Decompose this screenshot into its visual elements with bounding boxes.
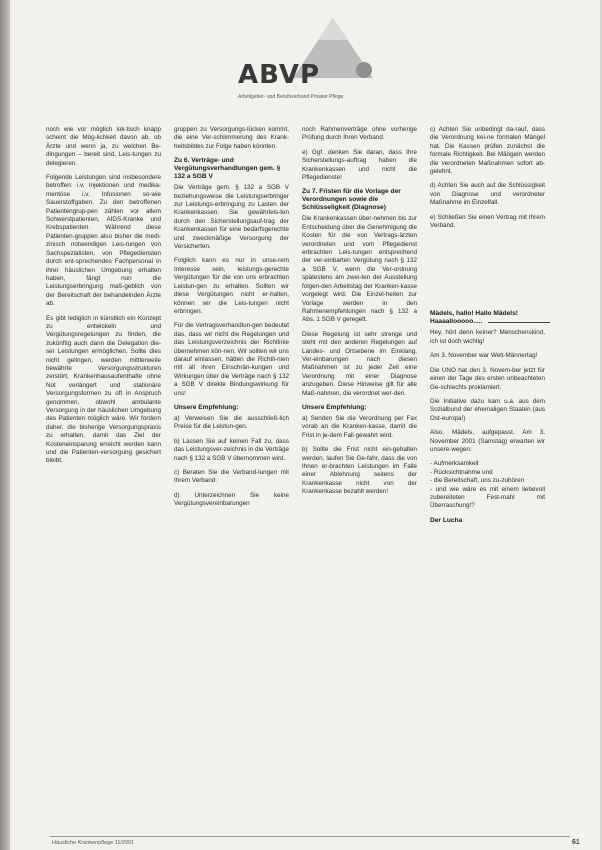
section-heading: Unsere Empfehlung: [302, 403, 367, 411]
paragraph: Für die Vertragsverhandlun-gen bedeutet das, dass wir nicht die Regelungen und das Leistungsverzeichnis der Richtlinie übernehmen kön-nen. Wir sollten wir uns darauf einlassen, hätten die Richtli-nien mit all ihren Einschrän-kungen und Wirkungen über die Verträge nach § 132 a SGB V direkte Bindungswirkung für uns! [174, 322, 289, 397]
page-spine [0, 0, 10, 850]
paragraph: noch Rahmenverträge ohne vorherige Prüfung durch Ihren Verband. [302, 126, 417, 142]
paragraph: gruppen zu Versorgungs-lücken kommt, die eine Ver-schlimmerung des Krank-heitsbildes zur Folge haben könnten. [174, 126, 289, 150]
paragraph: Es gibt lediglich in künstlich ein Konzept zu entwickeln und Vergütungsregelungen zu finden, die zukünftig auch dann die Delegation die-ser Leistungen ermöglichen. Sollte dies nicht gelingen, werden mittlerweile bewährte Versorgungsstrukturen zerstört, Krankenhausaufenthalte ohne Not verlängert und stationäre Versorgungsformen zu oft in Anspruch genommen, obwohl ambulante Versorgung in der häuslichen Umgebung des Patienten möglich wäre. Wir fordern daher, die bisherige Versorgungspraxis zu erhalten, damit das Ziel der Kosteneinsparung erreicht werden kann und die Patienten-versorgung gesichert bleibt. [46, 314, 161, 465]
paragraph: Diese Regelung ist sehr strenge und steht mit den anderen Regelungen auf Landes- und Ortsebene im Einklang. Ver-einbarungen nach diesen Maßnahmen ist zu jeder Zeit eine Verordnung mit einer Diagnose anzugeben. Diese Hinweise gilt für alle Maß-nahmen, die verordnet wer-den. [302, 330, 417, 397]
section-heading: Zu 6. Verträge- und Vergütungsverhandlungen gem. § 132 a SGB V [174, 157, 281, 181]
paragraph: Die Initiative dazu kam u.a. aus dem Sozialbund der ehemaligen Staaten (aus Ost-europa!) [430, 397, 545, 422]
paragraph: Am 3. November war Welt-Männertag! [430, 352, 538, 360]
paragraph: b) Sollte die Frist nicht ein-gehalten werden, laufen Sie Ge-fahr, dass die von Ihnen er-brachten Leistungen im Falle einer Ablehnung seitens der Krankenkasse nicht von der Krankenkasse bezahlt werden! [302, 446, 417, 496]
section-heading: Mädels, hallo! Hallo Mädels! Haaaallooooo..... [430, 310, 518, 326]
section-divider [488, 322, 550, 323]
paragraph: d) Unterzeichnen Sie keine Vergütungsvereinbarungen [174, 491, 289, 508]
text-column-2 [174, 126, 289, 515]
paragraph: b) Lassen Sie auf keinen Fall zu, dass das Leistungsver-zeichnis in die Verträge nach § 132 a SGB V übernommen wird. [174, 437, 289, 462]
text-column-1 [46, 126, 161, 472]
paragraph: Die Krankenkassen über-nehmen bis zur Entscheidung über die Genehmigung die Kosten für die von Vertrags-ärzten verordneten und vom Pflegedienst erbrachten Leis-tungen entsprechend der ver-einbarten Vergütung nach § 132 a SGB V, wenn die Ver-ordnung spätestens am zwei-ten der Ausstellung folgen-den Arbeitstag der Kranken-kasse vorgelegt wird. Die Einzel-heiten zur Vorlage werden in den Rahmenempfehlungen nach § 132 a Abs. 1 SGB V geregelt. [302, 215, 417, 324]
paragraph: - Aufmerksamkeit - Rücksichtnahme und - die Bereitschaft, uns zu-zuhören - und wie wäre es mit einem liebevoll zubereiteten Fest-mahl mit Überraschung!? [430, 460, 545, 510]
section-heading: Unsere Empfehlung: [174, 403, 239, 411]
paragraph: Die Verträge gem. § 132 a SGB V beziehungsweise die Leistungserbringer zur Leistungs-erbringung zu Lasten der Krankenkassen. Sie gewährleis-ten durch den Sicherstellungsauf-trag der Krankenkassen für eine bedarfsgerechte und zweckmäßige Versorgung der Versicherten. [174, 184, 289, 251]
page-number: 61 [572, 839, 580, 846]
document-page [10, 0, 600, 850]
column-spacer [430, 236, 545, 308]
paragraph: c) Achten Sie unbedingt da-rauf, dass die Verordnung kei-ne formalen Mängel hat. Die Kassen prüfen zunächst die formale Richtigkeit. Bei Mängeln werden die verordneten Maßnahmen sofort ab-gelehnt. [430, 126, 545, 176]
paragraph: Folgende Leistungen sind insbesondere betroffen: i.v. Injektionen und medika-mentöse i.v. Infusionen so-wie Sauerstoffgaben. Zu den betroffenen Patientengrup-pen zählen vor allem Schwerstpatienten, AIDS-Kranke und Krebspatienten. Während diese Patienten-gruppen also bisher die medi-zinisch notwendigen Leis-tungen von Sachspezialisten, von Pflegediensten durch ent-sprechendes Fachpersonal in ihrer häuslichen Umgebung erhalten haben, fängt nun die Leistungserbringung maß-geblich von der Bereitschaft der behandelnden Ärzte ab. [46, 174, 161, 308]
abvp-logo [238, 18, 388, 98]
paragraph: a) Verweisen Sie die ausschließ-lich Preise für die Leistun-gen. [174, 414, 289, 431]
paragraph: Folglich kann es nur in unse-rem Interesse sein, leistungs-gerechte Vergütungen für die von uns erbrachten Leistun-gen zu erhalten. Sollten wir diese Vergütungen nicht er-halten, können wir die Leis-tungen nicht erbringen. [174, 257, 289, 315]
paragraph: Hey, hört denn keiner? Menschenskind, ich ist doch wichtig! [430, 329, 545, 345]
footer-divider [50, 836, 570, 837]
logo-tagline: Arbeitgeber- und Berufsverband Privater Pflege [238, 94, 344, 100]
paragraph: c) Beraten Sie die Verband-lungen mit Ihrem Verband. [174, 469, 289, 485]
paragraph: noch wie vor möglich lok-tisch knapp scheint die Mög-lichkeit davon ab, ob Ärzte und wenn ja, zu welchen Be-dingungen – bereit sind, Leis-tungen zu delegieren. [46, 126, 161, 167]
section-heading: Zu 7. Fristen für die Vorlage der Verordnungen sowie die Schlüsseligkeit (Diagnose) [302, 188, 401, 212]
text-column-4 [430, 126, 545, 528]
text-column-3 [302, 126, 417, 503]
paragraph: e) Ggf. denken Sie daran, dass Ihre Sicherstellungs-auftrag haben die Krankenkassen und nicht die Pflegedienste! [302, 148, 417, 182]
paragraph: e) Schließen Sie einen Vertrag mit Ihrem Verband. [430, 213, 545, 230]
paragraph: Die UNO hat den 3. Novem-ber jetzt für einen der Tage des ersten unbeachteten Ge-schlechts proklamiert. [430, 366, 545, 391]
logo-wordmark: ABVP [238, 60, 321, 90]
footer-publication: Häusliche Krankenpflege 11/2001 [52, 840, 135, 846]
paragraph: d) Achten Sie auch auf die Schlüssigkeit von Diagnose und verordneter Maßnahme im Einzelfall. [430, 182, 545, 207]
section-heading: Der Lucha [430, 516, 463, 524]
paragraph: Also, Mädels, aufgepasst. Am 3. November 2001 (Samstag) erwarten wir unsere-wegen: [430, 429, 545, 453]
paragraph: a) Senden Sie die Verordnung per Fax vorab an die Kranken-kasse, damit die Frist in je-dem Fall gewahrt wird. [302, 414, 417, 439]
